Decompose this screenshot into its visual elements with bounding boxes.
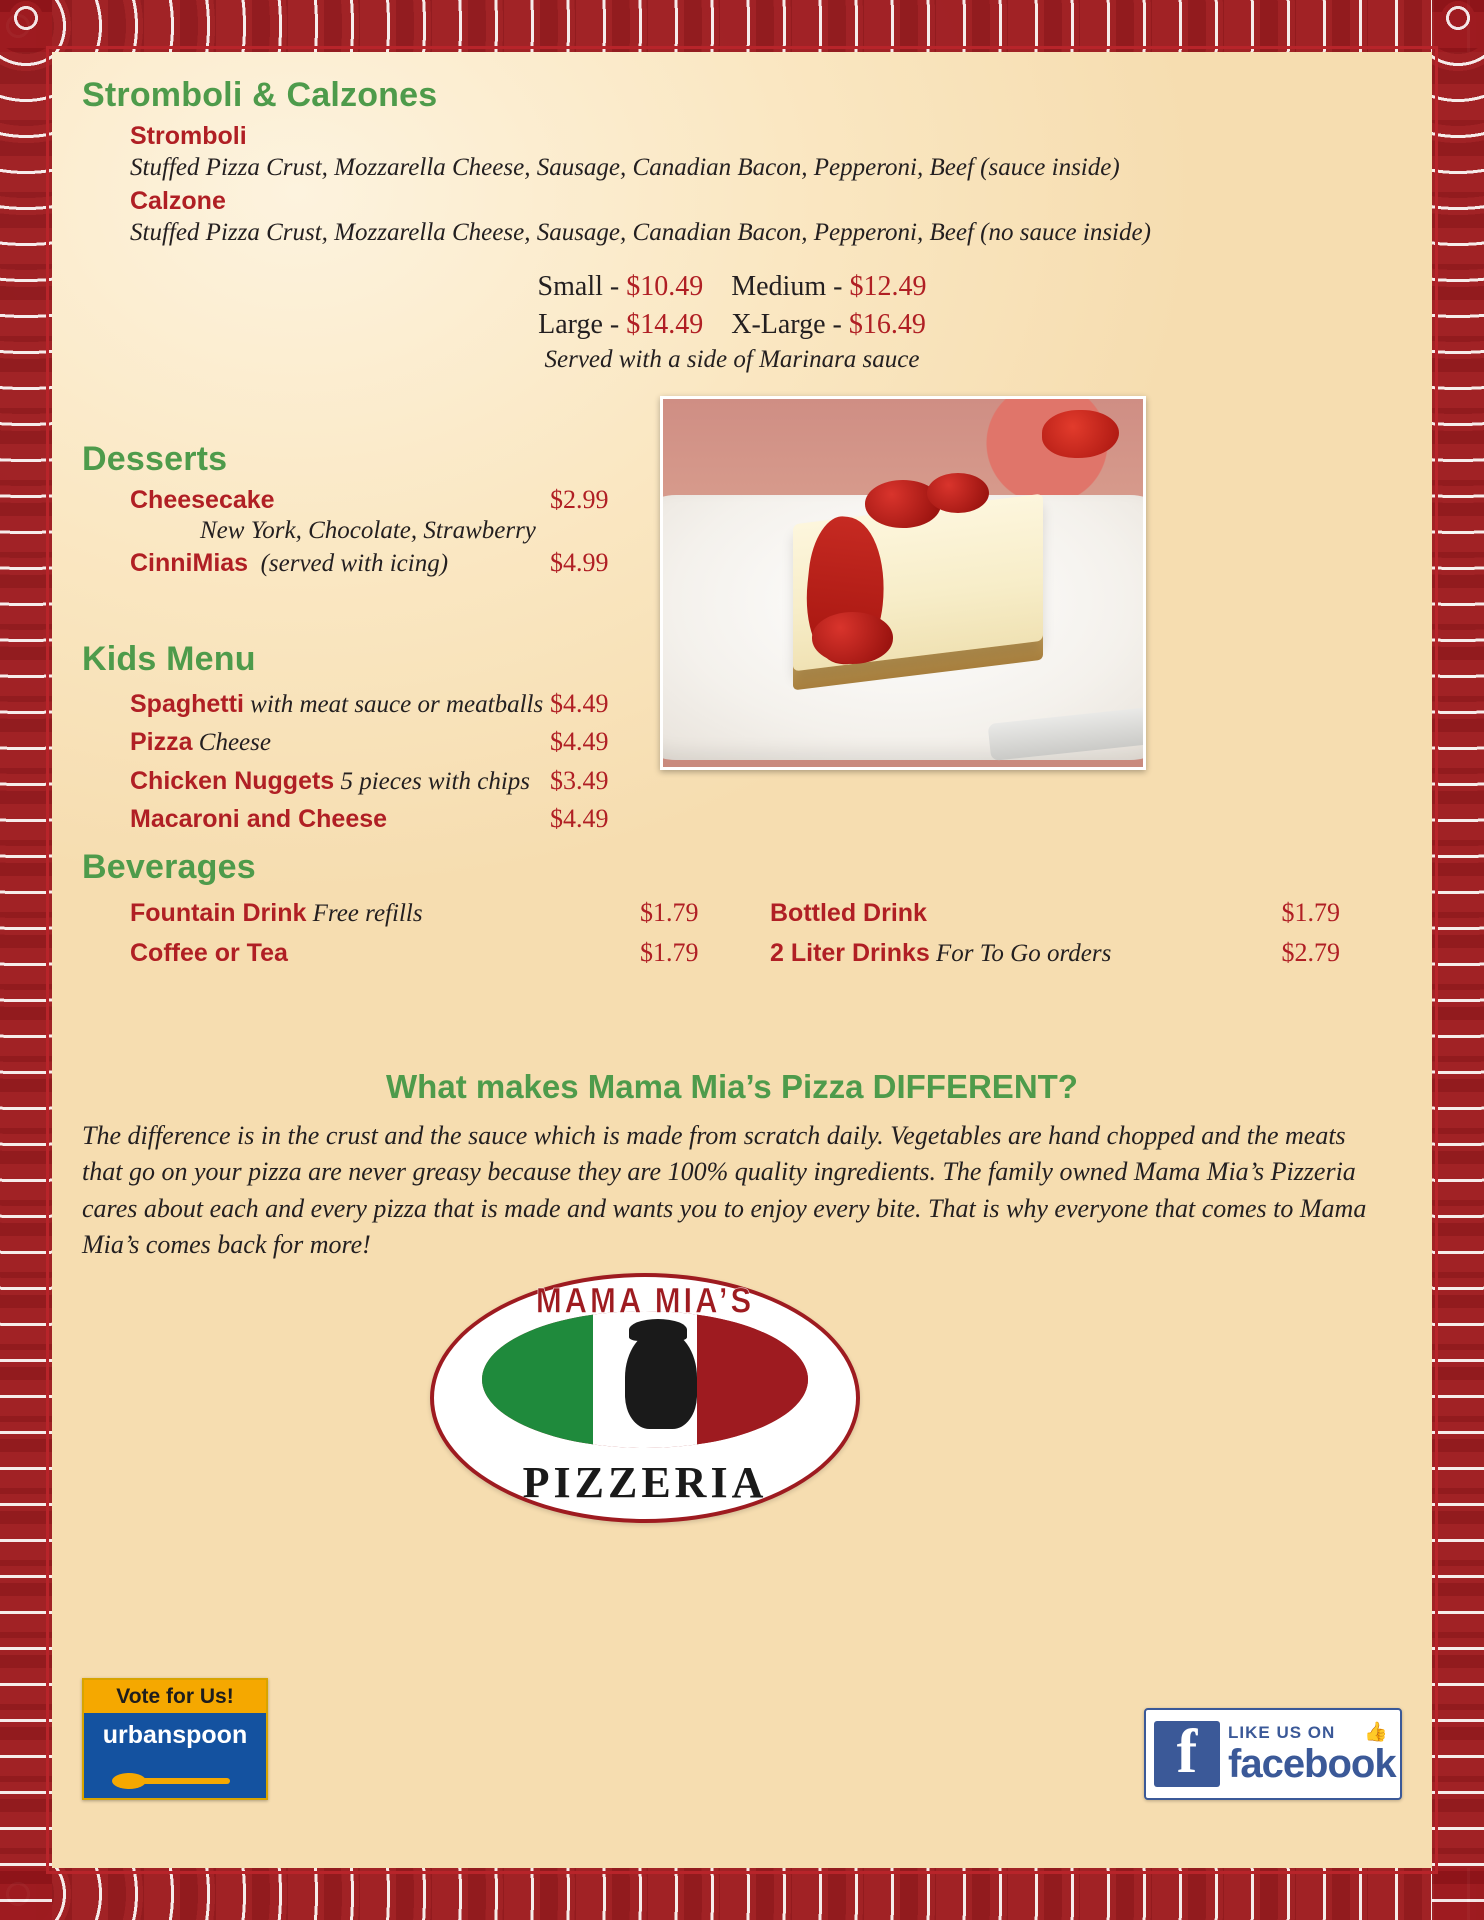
size-row-large-xlarge [92, 306, 1372, 344]
item-price-bottled-drink: $1.79 [1281, 898, 1340, 927]
size-label-large: Large - [538, 308, 627, 340]
item-price-2-liter-drinks: $2.79 [1281, 937, 1340, 967]
urbanspoon-badge[interactable] [82, 1678, 268, 1800]
cheesecake-flavors: New York, Chocolate, Strawberry [200, 517, 536, 544]
cheesecake-photo [660, 396, 1146, 770]
item-name-chicken-nuggets: Chicken Nuggets [130, 766, 335, 795]
item-price-cinnimias: $4.99 [550, 547, 609, 577]
item-price-coffee-or-tea: $1.79 [640, 937, 699, 967]
item-price-cheesecake: $2.99 [550, 485, 609, 514]
chef-silhouette-icon [625, 1330, 697, 1429]
border-ornament-right [1432, 0, 1484, 1920]
item-price-kids-pizza: $4.49 [550, 727, 609, 757]
beverage-name-group-2liter [770, 935, 1260, 973]
kids-name-group-nuggets [130, 763, 550, 800]
item-name-macaroni-and-cheese: Macaroni and Cheese [130, 804, 388, 833]
size-price-medium: $12.49 [849, 271, 927, 302]
item-name-spaghetti: Spaghetti [130, 690, 244, 718]
beverage-row-bottled-drink [770, 893, 1340, 933]
size-price-large: $14.49 [626, 308, 704, 340]
beverages-right-column [770, 893, 1340, 972]
kids-name-group-spaghetti [130, 686, 550, 723]
stromboli-serving-note: Served with a side of Marinara sauce [544, 345, 920, 373]
beverage-name-group-bottled [770, 895, 1260, 933]
section-what-makes-different [82, 1068, 1382, 1264]
beverage-row-fountain-drink [130, 893, 730, 933]
urbanspoon-vote-label: Vote for Us! [84, 1680, 266, 1713]
item-name-fountain-drink: Fountain Drink [130, 899, 307, 927]
item-name-kids-pizza: Pizza [130, 728, 193, 757]
item-name-bottled-drink: Bottled Drink [770, 899, 927, 927]
size-price-xlarge: $16.49 [848, 308, 926, 340]
item-name-2-liter-drinks: 2 Liter Drinks [770, 938, 930, 967]
italian-flag-red [697, 1311, 808, 1449]
item-price-chicken-nuggets: $3.49 [550, 765, 609, 795]
section-beverages [82, 848, 1372, 972]
chef-hat-icon [629, 1319, 688, 1341]
item-name-calzone: Calzone [130, 186, 226, 215]
item-name-cheesecake: Cheesecake [130, 486, 275, 514]
item-desc-stromboli: Stuffed Pizza Crust, Mozzarella Cheese, Sausage, Canadian Bacon, Pepperoni, Beef (sauce inside) [130, 154, 1120, 182]
section-title-kids: Kids Menu [82, 640, 256, 678]
facebook-like-label: LIKE US ON [1228, 1723, 1336, 1742]
beverage-row-2-liter-drinks [770, 933, 1340, 973]
urbanspoon-brand-label: urbanspoon [102, 1721, 248, 1749]
item-desc-2-liter-drinks: For To Go orders [929, 939, 1112, 967]
berry-topping-2 [927, 473, 989, 513]
kids-row-macaroni [130, 800, 782, 838]
beverages-columns [130, 893, 1372, 972]
size-price-small: $10.49 [626, 271, 704, 302]
item-desc-chicken-nuggets: 5 pieces with chips [334, 767, 531, 795]
size-row-small-medium [92, 268, 1372, 306]
cinnimias-note: (served with icing) [260, 549, 449, 577]
border-ornament-bottom [0, 1868, 1484, 1920]
facebook-f-icon: f [1154, 1721, 1220, 1787]
different-body-text: The difference is in the crust and the sauce which is made from scratch daily. Vegetables are hand chopped and the meats that go on your pizza are never greasy because they are 100% quality ingredients. The family owned Mama Mia’s Pizzeria cares about each and every pizza that is made and wants you to enjoy every bite. That is why everyone that comes to Mama Mia’s comes back for more! [82, 1121, 1367, 1260]
size-label-xlarge: X-Large - [731, 308, 849, 340]
beverage-name-group-coffee [130, 935, 640, 973]
item-desc-spaghetti: with meat sauce or meatballs [243, 691, 544, 718]
item-desc-kids-pizza: Cheese [192, 729, 271, 757]
stromboli-items [130, 121, 1372, 248]
item-desc-calzone: Stuffed Pizza Crust, Mozzarella Cheese, Sausage, Canadian Bacon, Pepperoni, Beef (no sauce inside) [130, 218, 1151, 246]
facebook-badge[interactable] [1144, 1708, 1402, 1800]
different-heading: What makes Mama Mia’s Pizza DIFFERENT? [386, 1068, 1078, 1105]
thumbs-up-icon: 👍 [1364, 1722, 1388, 1743]
beverage-name-group-fountain [130, 895, 640, 933]
kids-name-group-macaroni [130, 801, 550, 838]
stromboli-size-pricing [92, 268, 1372, 374]
item-name-coffee-or-tea: Coffee or Tea [130, 938, 288, 967]
facebook-wordmark: facebook [1228, 1742, 1396, 1786]
logo-inner-oval [482, 1311, 809, 1449]
cinnimias-name-group [130, 549, 550, 578]
kids-name-group-pizza [130, 724, 550, 761]
section-stromboli-calzones [82, 76, 1372, 374]
logo-brand-name: MAMA MIA’S [535, 1280, 755, 1321]
item-price-macaroni: $4.49 [550, 803, 609, 833]
berry-topping-3 [812, 612, 894, 664]
item-name-cinnimias: CinniMias [130, 548, 249, 577]
item-price-spaghetti: $4.49 [550, 689, 609, 718]
menu-content [60, 58, 1424, 1862]
beverage-row-coffee-or-tea [130, 933, 730, 973]
item-name-stromboli: Stromboli [130, 122, 247, 150]
item-price-fountain-drink: $1.79 [640, 898, 699, 927]
section-title-desserts: Desserts [82, 440, 228, 478]
item-desc-fountain-drink: Free refills [306, 900, 423, 927]
section-title-beverages: Beverages [82, 848, 256, 886]
spoon-icon [112, 1773, 232, 1789]
logo-subtitle: PIZZERIA [522, 1458, 768, 1507]
mama-mias-logo [430, 1273, 860, 1523]
italian-flag-green [482, 1311, 593, 1449]
beverages-left-column [130, 893, 730, 972]
border-ornament-top [0, 0, 1484, 52]
border-ornament-left [0, 0, 52, 1920]
section-title-stromboli: Stromboli & Calzones [82, 76, 438, 114]
size-label-medium: Medium - [731, 271, 850, 302]
size-label-small: Small - [537, 271, 627, 302]
